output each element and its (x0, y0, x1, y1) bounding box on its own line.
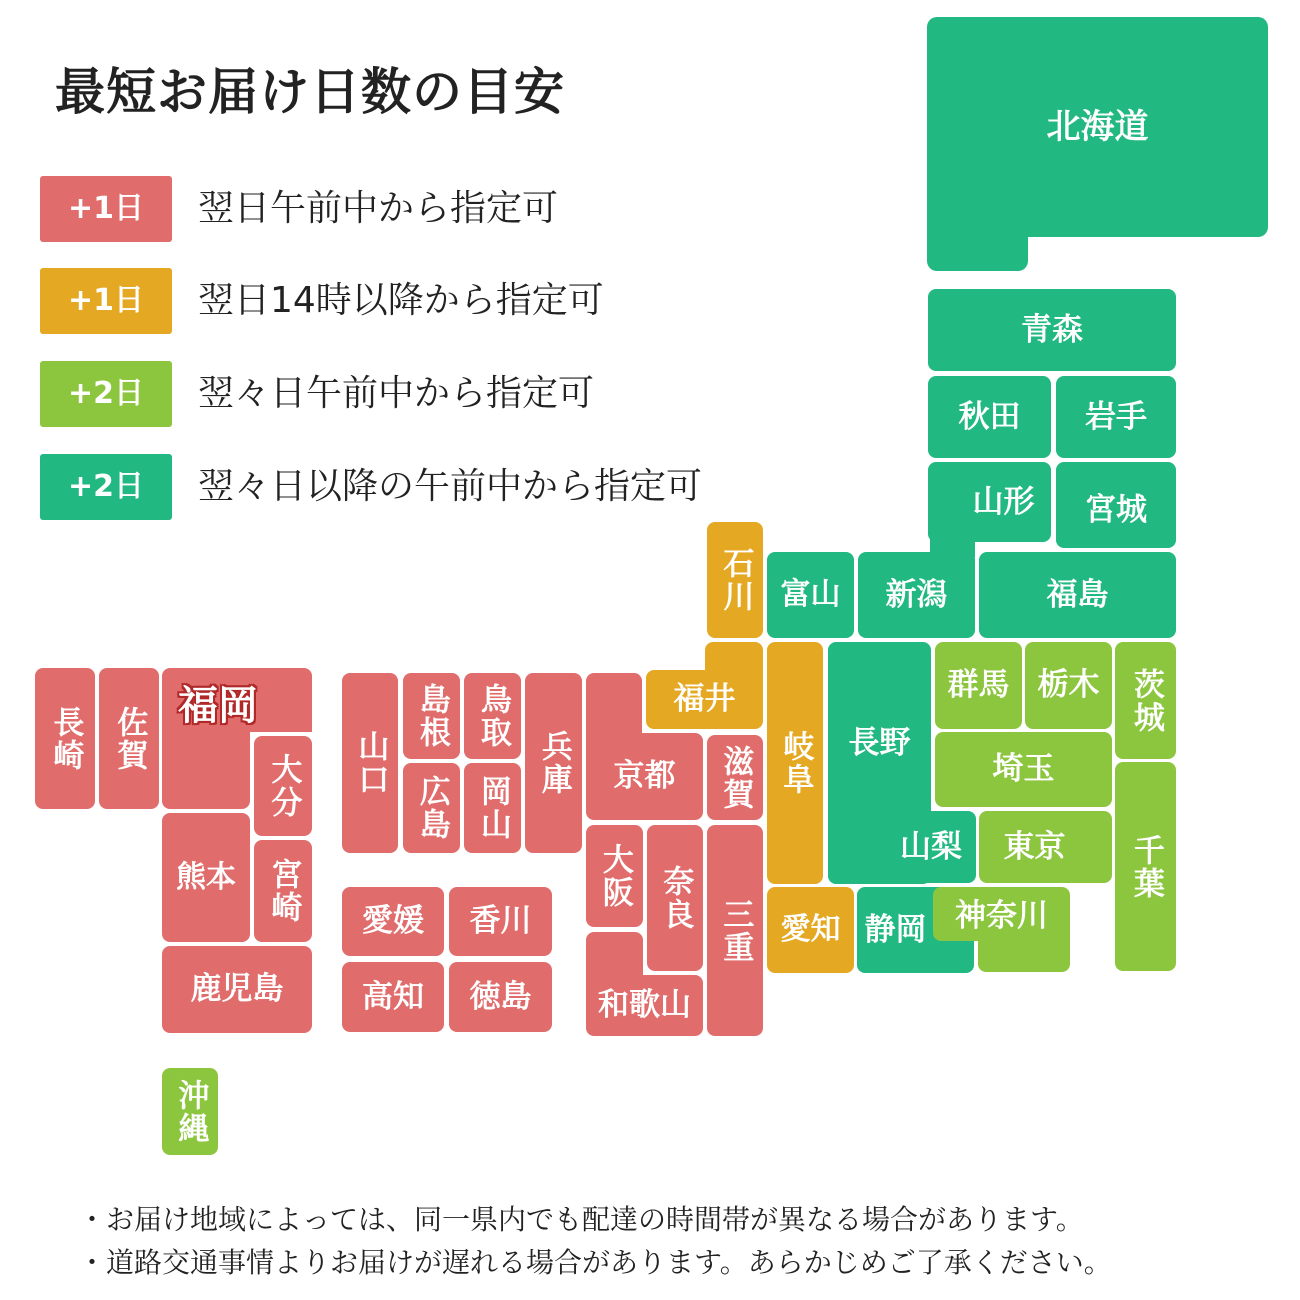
prefecture-nara (647, 825, 703, 971)
prefecture-hokkaido (927, 17, 1268, 237)
legend-badge: +1日 (40, 176, 172, 242)
footnotes (78, 1198, 1112, 1284)
prefecture-label: 栃木 (1037, 667, 1100, 704)
prefecture-kanagawa (933, 887, 1070, 941)
prefecture-kumamoto (162, 813, 250, 942)
prefecture-label: 神奈川 (955, 897, 1048, 934)
prefecture-label: 島根 (413, 683, 450, 749)
legend-text: 翌日14時以降から指定可 (198, 280, 604, 321)
prefecture-yamanashi (886, 811, 976, 883)
prefecture-label: 佐賀 (111, 705, 148, 772)
prefecture-label: 高知 (362, 978, 424, 1015)
prefecture-tottori (464, 673, 521, 759)
prefecture-saga (99, 668, 159, 809)
footnote: ・道路交通事情よりお届けが遅れる場合があります。あらかじめご了承ください。 (78, 1246, 1112, 1279)
prefecture-shimane (403, 673, 460, 759)
prefecture-kyoto (586, 733, 703, 820)
prefecture-wakayama (586, 975, 703, 1036)
prefecture-tochigi (1025, 642, 1112, 729)
prefecture-label: 山梨 (900, 828, 962, 865)
prefecture-label: 大分 (265, 753, 302, 819)
footnote: ・お届け地域によっては、同一県内でも配達の時間帯が異なる場合があります。 (78, 1203, 1084, 1236)
prefecture-mie (707, 825, 763, 1036)
prefecture-yamaguchi (342, 673, 398, 853)
prefecture-label: 広島 (413, 775, 450, 841)
prefecture-label: 茨城 (1127, 667, 1164, 734)
prefecture-label: 愛媛 (362, 903, 424, 940)
prefecture-gunma (935, 642, 1022, 729)
prefecture-okayama (464, 763, 521, 853)
prefecture-miyagi (1056, 462, 1176, 548)
prefecture-label: 長崎 (47, 705, 84, 772)
prefecture-label: 香川 (469, 903, 532, 940)
prefecture-oita (254, 736, 312, 836)
prefecture-label: 福島 (1046, 576, 1109, 613)
prefecture-label: 奈良 (657, 865, 694, 931)
prefecture-chiba (1115, 762, 1176, 971)
prefecture-label: 鹿児島 (190, 971, 284, 1008)
prefecture-fukui (646, 670, 763, 729)
prefecture-fukuoka (168, 676, 268, 736)
prefecture-label: 岐阜 (777, 730, 814, 796)
prefecture-label: 山形 (972, 483, 1035, 520)
prefecture-kochi (342, 962, 444, 1032)
prefecture-label: 岩手 (1085, 398, 1147, 435)
prefecture-label: 富山 (780, 577, 841, 613)
prefecture-label: 千葉 (1127, 833, 1164, 900)
legend-badge: +1日 (40, 268, 172, 334)
prefecture-label: 鳥取 (474, 683, 511, 749)
prefecture-label: 熊本 (176, 859, 236, 895)
prefecture-osaka (586, 825, 643, 927)
prefecture-label: 福井 (673, 681, 736, 718)
prefecture-hyogo (525, 673, 582, 853)
prefecture-aichi (767, 887, 854, 973)
prefecture-label: 福岡 (178, 682, 258, 729)
prefecture-hiroshima (403, 763, 460, 853)
prefecture-label: 沖縄 (172, 1078, 209, 1145)
prefecture-label: 滋賀 (717, 744, 754, 811)
prefecture-kagawa (449, 887, 552, 956)
prefecture-label: 群馬 (947, 667, 1010, 704)
prefecture-ehime (342, 887, 444, 956)
prefecture-label: 兵庫 (535, 730, 572, 796)
prefecture-label: 徳島 (469, 978, 532, 1015)
prefecture-label: 和歌山 (598, 987, 691, 1024)
prefecture-label: 大阪 (596, 843, 633, 909)
prefecture-label: 愛知 (780, 912, 841, 948)
prefecture-ibaraki (1115, 642, 1176, 759)
legend-badge: +2日 (40, 454, 172, 520)
prefecture-label: 京都 (613, 758, 676, 795)
prefecture-ishikawa (707, 522, 763, 638)
prefecture-label: 青森 (1021, 311, 1083, 348)
legend-text: 翌々日午前中から指定可 (198, 373, 595, 414)
prefecture-aomori (928, 289, 1176, 371)
prefecture-label: 長野 (848, 725, 911, 761)
prefecture-saitama (935, 732, 1112, 807)
prefecture-label: 三重 (717, 897, 754, 964)
prefecture-miyazaki (254, 840, 312, 942)
prefecture-label: 宮崎 (265, 858, 302, 924)
prefecture-toyama (767, 552, 854, 638)
prefecture-label: 秋田 (958, 398, 1021, 435)
prefecture-label: 岡山 (474, 775, 511, 841)
prefecture-label: 新潟 (885, 576, 948, 613)
legend-text: 翌日午前中から指定可 (198, 188, 559, 229)
prefecture-label: 宮城 (1085, 491, 1147, 528)
prefecture-niigata (858, 552, 975, 638)
prefecture-nagasaki (35, 668, 95, 809)
prefecture-label: 北海道 (1046, 106, 1149, 147)
prefecture-label: 埼玉 (992, 751, 1055, 788)
prefecture-fukushima (979, 552, 1176, 638)
prefecture-akita (928, 376, 1051, 458)
prefecture-gifu (767, 642, 823, 884)
page-title: 最短お届け日数の目安 (55, 63, 565, 121)
prefecture-tokushima (449, 962, 552, 1032)
prefecture-kagoshima (162, 946, 312, 1033)
prefecture-label: 山口 (352, 730, 389, 796)
prefecture-tokyo (979, 811, 1112, 883)
legend-badge: +2日 (40, 361, 172, 427)
prefecture-okinawa (162, 1068, 218, 1155)
prefecture-iwate (1056, 376, 1176, 458)
prefecture-label: 静岡 (864, 911, 927, 948)
prefecture-label: 東京 (1003, 828, 1066, 865)
legend-text: 翌々日以降の午前中から指定可 (198, 466, 703, 507)
prefecture-label: 石川 (717, 547, 754, 613)
prefecture-fukuoka-lower (162, 725, 250, 809)
prefecture-shiga (707, 735, 763, 820)
